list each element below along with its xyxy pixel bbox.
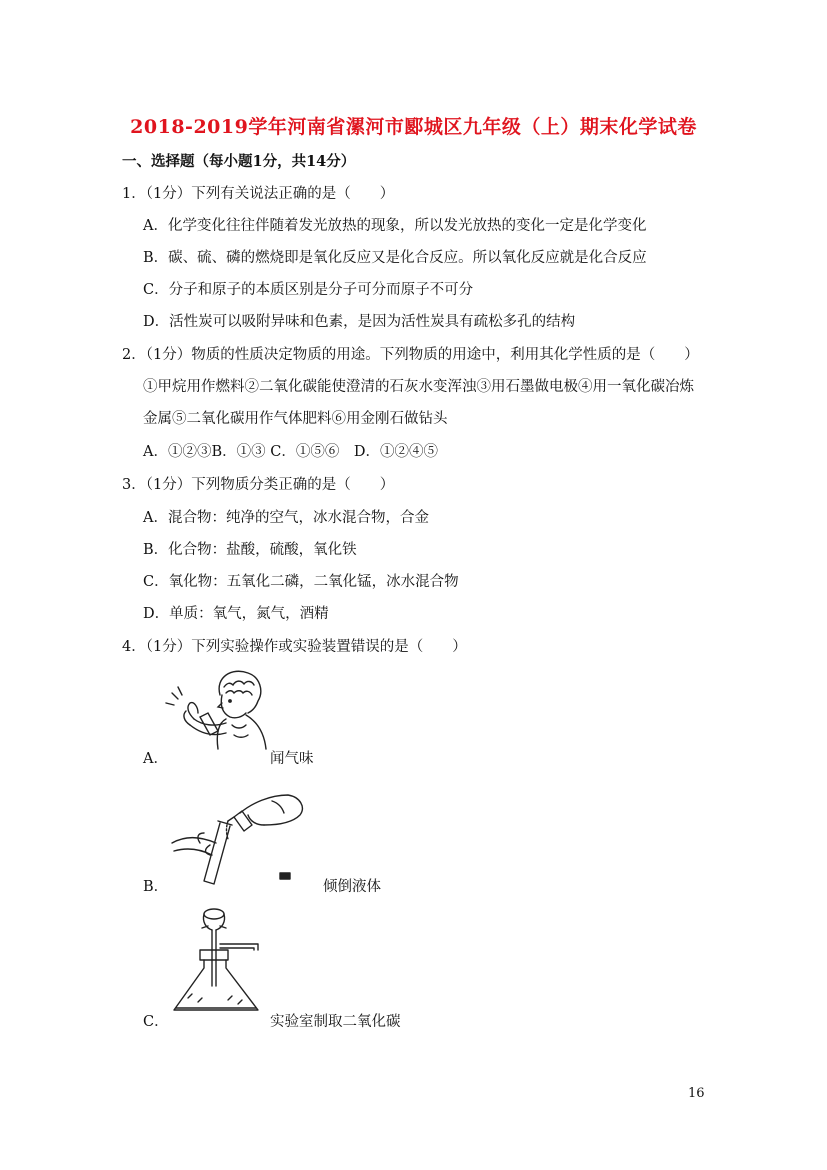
question-2-body-line-2: 金属⑤二氧化碳用作气体肥料⑥用金刚石做钻头	[143, 411, 448, 427]
pour-liquid-illustration	[160, 785, 315, 885]
question-1-option-c: C．分子和原子的本质区别是分子可分而原子不可分	[143, 282, 474, 298]
question-2-stem: 2．（1分）物质的性质决定物质的用途。下列物质的用途中，利用其化学性质的是（ ）	[122, 347, 699, 363]
question-4-option-a-caption: 闻气味	[270, 751, 314, 767]
question-2-body-line-1: ①甲烷用作燃料②二氧化碳能使澄清的石灰水变浑浊③用石墨做电极④用一氧化碳冶炼	[143, 379, 694, 395]
smell-gas-illustration	[160, 665, 270, 750]
question-3-option-a: A．混合物：纯净的空气，冰水混合物，合金	[143, 510, 429, 526]
question-3-stem: 3．（1分）下列物质分类正确的是（ ）	[122, 477, 395, 493]
question-3-option-b: B．化合物：盐酸，硫酸，氧化铁	[143, 542, 357, 558]
question-4-option-c-caption: 实验室制取二氧化碳	[270, 1014, 401, 1030]
question-1-option-b: B．碳、硫、磷的燃烧即是氧化反应又是化合反应。所以氧化反应就是化合反应	[143, 250, 647, 266]
question-1-stem: 1．（1分）下列有关说法正确的是（ ）	[122, 186, 395, 202]
question-2-options: A．①②③B．①③ C．①⑤⑥ D．①②④⑤	[143, 444, 438, 460]
section-heading: 一、选择题（每小题1分，共14分）	[122, 153, 356, 170]
question-3-option-d: D．单质：氧气，氮气，酒精	[143, 606, 329, 622]
question-1-option-a: A．化学变化往往伴随着发光放热的现象，所以发光放热的变化一定是化学变化	[143, 218, 647, 234]
question-4-option-c-letter: C．	[143, 1014, 169, 1030]
question-1-option-d: D．活性炭可以吸附异味和色素，是因为活性炭具有疏松多孔的结构	[143, 314, 576, 330]
page-number: 16	[688, 1086, 705, 1101]
question-4-option-b-caption: 倾倒液体	[323, 879, 381, 895]
question-4-option-a-letter: A．	[143, 751, 168, 767]
exam-title: 2018-2019学年河南省漯河市郾城区九年级（上）期末化学试卷	[130, 116, 697, 138]
question-4-stem: 4．（1分）下列实验操作或实验装置错误的是（ ）	[122, 639, 467, 655]
question-4-option-b-letter: B．	[143, 879, 169, 895]
question-3-option-c: C．氧化物：五氧化二磷，二氧化锰，冰水混合物	[143, 574, 459, 590]
co2-apparatus-illustration	[168, 906, 268, 1016]
